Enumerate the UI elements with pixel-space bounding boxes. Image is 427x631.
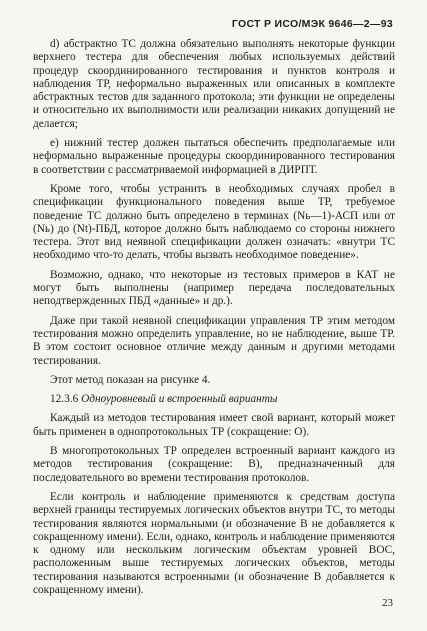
paragraph-implicit-spec: Кроме того, чтобы устранить в необходимых случаях пробел в спецификации функционального поведения выше ТР, требуемое поведение ТС должно быть определено в терминах (Nь—1)-АСП или от (Nь) до (Nt)-ПБД, которое должно быть наблюдаемо со стороны нижнего тестера. Этот вид неявной спецификации должен означать: «внутри ТС необходимо что-то делать, чтобы вызвать необходимое поведение». [33, 182, 395, 262]
paragraph-single-layer: Каждый из методов тестирования имеет свой вариант, который может быть применен в однопротокольных ТР (сокращение: О). [33, 412, 395, 438]
paragraph-figure-ref: Этот метод показан на рисунке 4. [50, 373, 211, 386]
paragraph-embedded: В многопротокольных ТР определен встроенный вариант каждого из методов тестирования (сокращение: В), предназначенный для последовательного во времени тестирования протоколов. [33, 445, 395, 484]
paragraph-control: Даже при такой неявной спецификации управления ТР этим методом тестирования можно определить управление, но не наблюдение, выше ТР. В этом состоит основное отличие между данным и другими методами тестирования. [33, 314, 395, 367]
paragraph-d: d) абстрактно ТС должна обязательно выполнять некоторые функции верхнего тестера для обеспечения любых используемых действий процедур скоординированного тестирования и пунктов контроля и наблюдения ТР, неформально выраженных или описанных в комплекте абстрактных тестов для заданного протокола; эти функции не определены и относительно их выполнимости или реализации никаких допущений не делается; [33, 38, 395, 130]
paragraph-e: e) нижний тестер должен пытаться обеспечить предполагаемые или неформально выраженные процедуры скоординированного тестирования в соответствии с рассматриваемой информацией в ДИРПТ. [33, 137, 395, 176]
page-number: 23 [382, 597, 393, 609]
section-number: 12.3.6 [50, 393, 79, 406]
page-header: ГОСТ Р ИСО/МЭК 9646—2—93 [231, 18, 393, 30]
paragraph-normal-vs-embedded: Если контроль и наблюдение применяются к средствам доступа верхней границы тестируемых логических объектов внутри ТС, то методы тестирования являются нормальными (и обозначение В не добавляется к сокращенному имени). Если, однако, контроль и наблюдение применяются к одному или нескольким логическим объектам уровней ВОС, расположенным выше тестируемых логических объектов, методы тестирования называются встроенными (и обозначение В добавляется к сокращенному имени). [33, 490, 395, 596]
body-text [33, 38, 395, 603]
section-title: Одноуровневый и встроенный варианты [81, 393, 278, 406]
section-heading [50, 393, 395, 406]
paragraph-kat: Возможно, однако, что некоторые из тестовых примеров в КАТ не могут быть выполнены (например передача последовательных неподтвержденных ПБД «данные» и др.). [33, 268, 395, 308]
